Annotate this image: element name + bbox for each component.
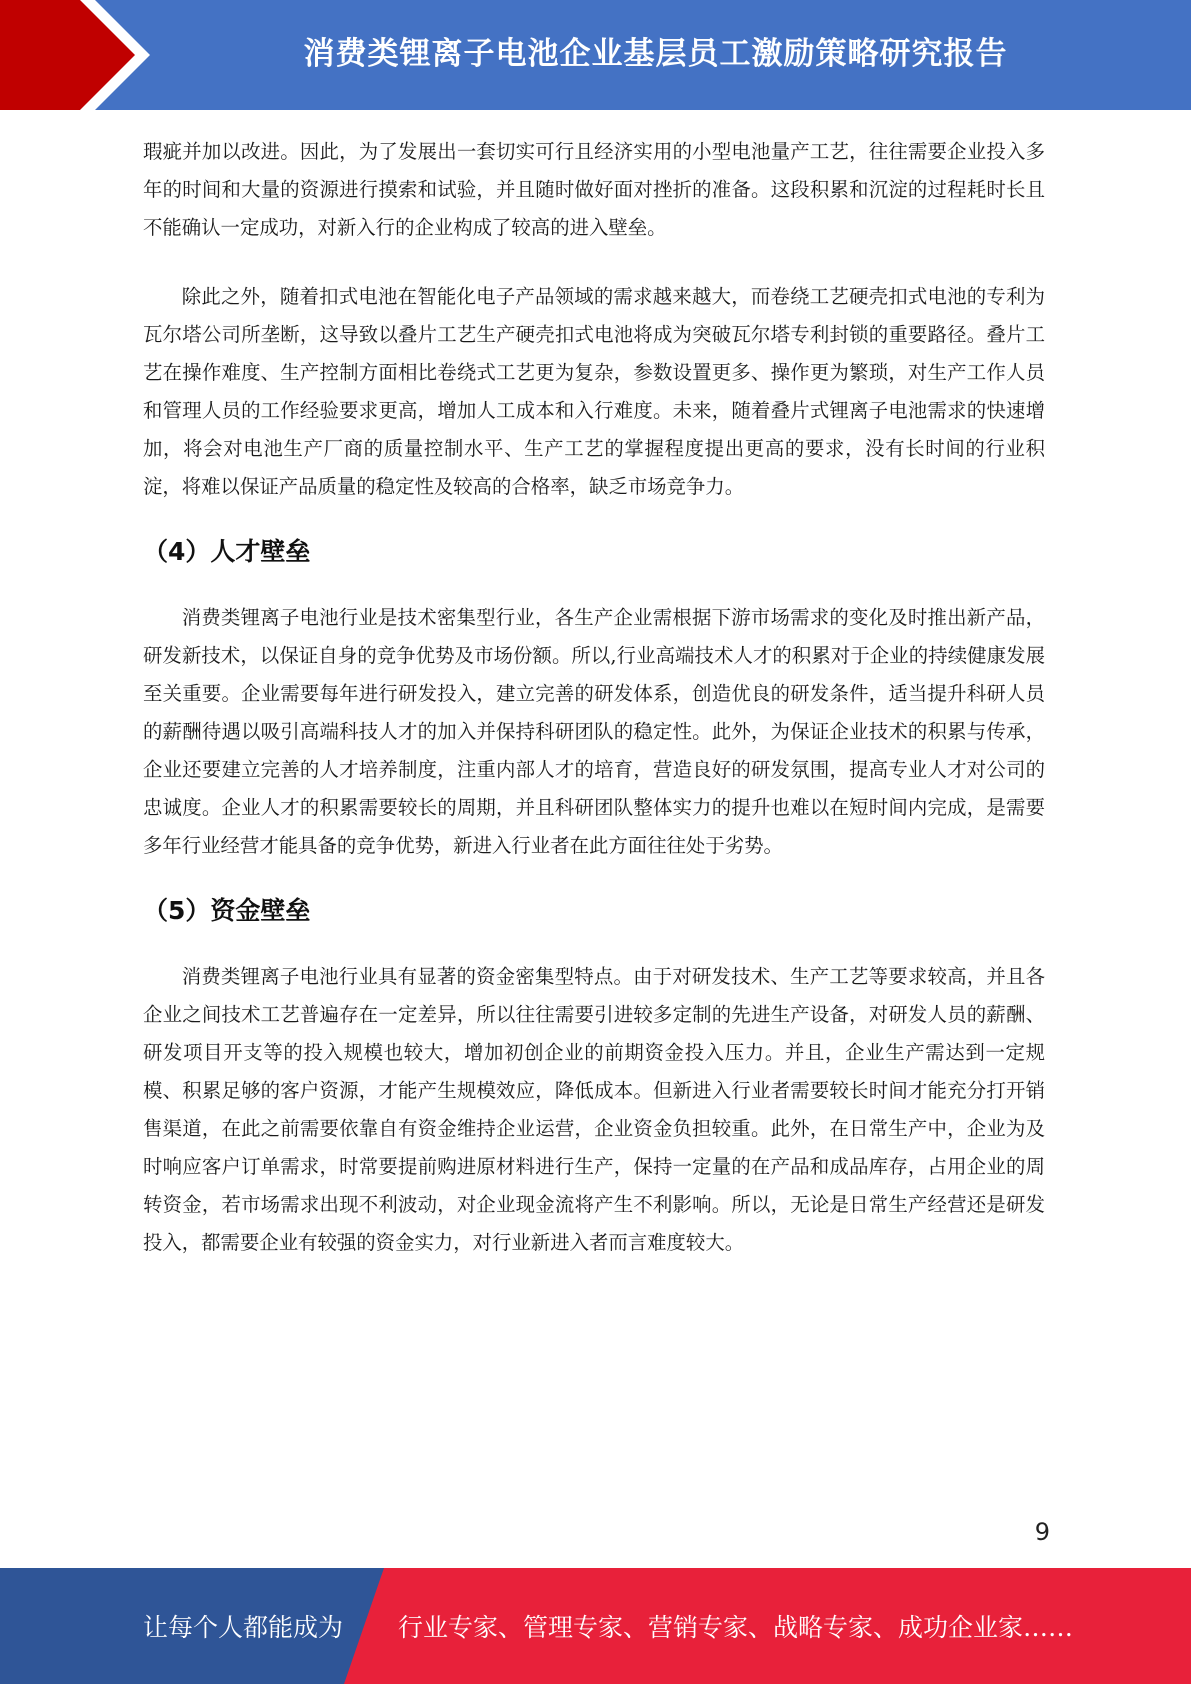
paragraph-stacking-process: 除此之外，随着扣式电池在智能化电子产品领域的需求越来越大，而卷绕工艺硬壳扣式电池的专利为瓦尔塔公司所垄断，这导致以叠片工艺生产硬壳扣式电池将成为突破瓦尔塔专利封锁的重要路径。叠片工艺在操作难度、生产控制方面相比卷绕式工艺更为复杂，参数设置更多、操作更为繁琐，对生产工作人员和管理人员的工作经验要求更高，增加人工成本和入行难度。未来，随着叠片式锂离子电池需求的快速增加，将会对电池生产厂商的质量控制水平、生产工艺的掌握程度提出更高的要求，没有长时间的行业积淀，将难以保证产品质量的稳定性及较高的合格率，缺乏市场竞争力。 [143,285,1045,498]
report-title: 消费类锂离子电池企业基层员工激励策略研究报告 [303,35,1008,72]
paragraph-continued: 瑕疵并加以改进。因此，为了发展出一套切实可行且经济实用的小型电池量产工艺，往往需要企业投入多年的时间和大量的资源进行摸索和试验，并且随时做好面对挫折的准备。这段积累和沉淀的过程耗时长且不能确认一定成功，对新入行的企业构成了较高的进入壁垒。 [143,140,1045,239]
footer-slogan-right: 行业专家、管理专家、营销专家、战略专家、成功企业家…… [398,1613,1074,1642]
footer-slogan-left: 让每个人都能成为 [143,1613,344,1642]
page-number: 9 [1034,1518,1050,1546]
paragraph-capital-barrier: 消费类锂离子电池行业具有显著的资金密集型特点。由于对研发技术、生产工艺等要求较高，并且各企业之间技术工艺普遍存在一定差异，所以往往需要引进较多定制的先进生产设备，对研发人员的薪酬、研发项目开支等的投入规模也较大，增加初创企业的前期资金投入压力。并且，企业生产需达到一定规模、积累足够的客户资源，才能产生规模效应，降低成本。但新进入行业者需要较长时间才能充分打开销售渠道，在此之前需要依靠自有资金维持企业运营，企业资金负担较重。此外，在日常生产中，企业为及时响应客户订单需求，时常要提前购进原材料进行生产，保持一定量的在产品和成品库存，占用企业的周转资金，若市场需求出现不利波动，对企业现金流将产生不利影响。所以，无论是日常生产经营还是研发投入，都需要企业有较强的资金实力，对行业新进入者而言难度较大。 [143,965,1045,1254]
page-footer [0,1568,1191,1684]
paragraph-talent-barrier: 消费类锂离子电池行业是技术密集型行业，各生产企业需根据下游市场需求的变化及时推出新产品，研发新技术，以保证自身的竞争优势及市场份额。所以,行业高端技术人才的积累对于企业的持续健康发展至关重要。企业需要每年进行研发投入，建立完善的研发体系，创造优良的研发条件，适当提升科研人员的薪酬待遇以吸引高端科技人才的加入并保持科研团队的稳定性。此外，为保证企业技术的积累与传承，企业还要建立完善的人才培养制度，注重内部人才的培育，营造良好的研发氛围，提高专业人才对公司的忠诚度。企业人才的积累需要较长的周期，并且科研团队整体实力的提升也难以在短时间内完成，是需要多年行业经营才能具备的竞争优势，新进入行业者在此方面往往处于劣势。 [143,606,1045,857]
document-body [143,133,1045,1262]
section-heading-talent-barrier: （4）人才壁垒 [143,537,311,566]
page-header [0,0,1191,110]
section-heading-capital-barrier: （5）资金壁垒 [143,896,311,925]
